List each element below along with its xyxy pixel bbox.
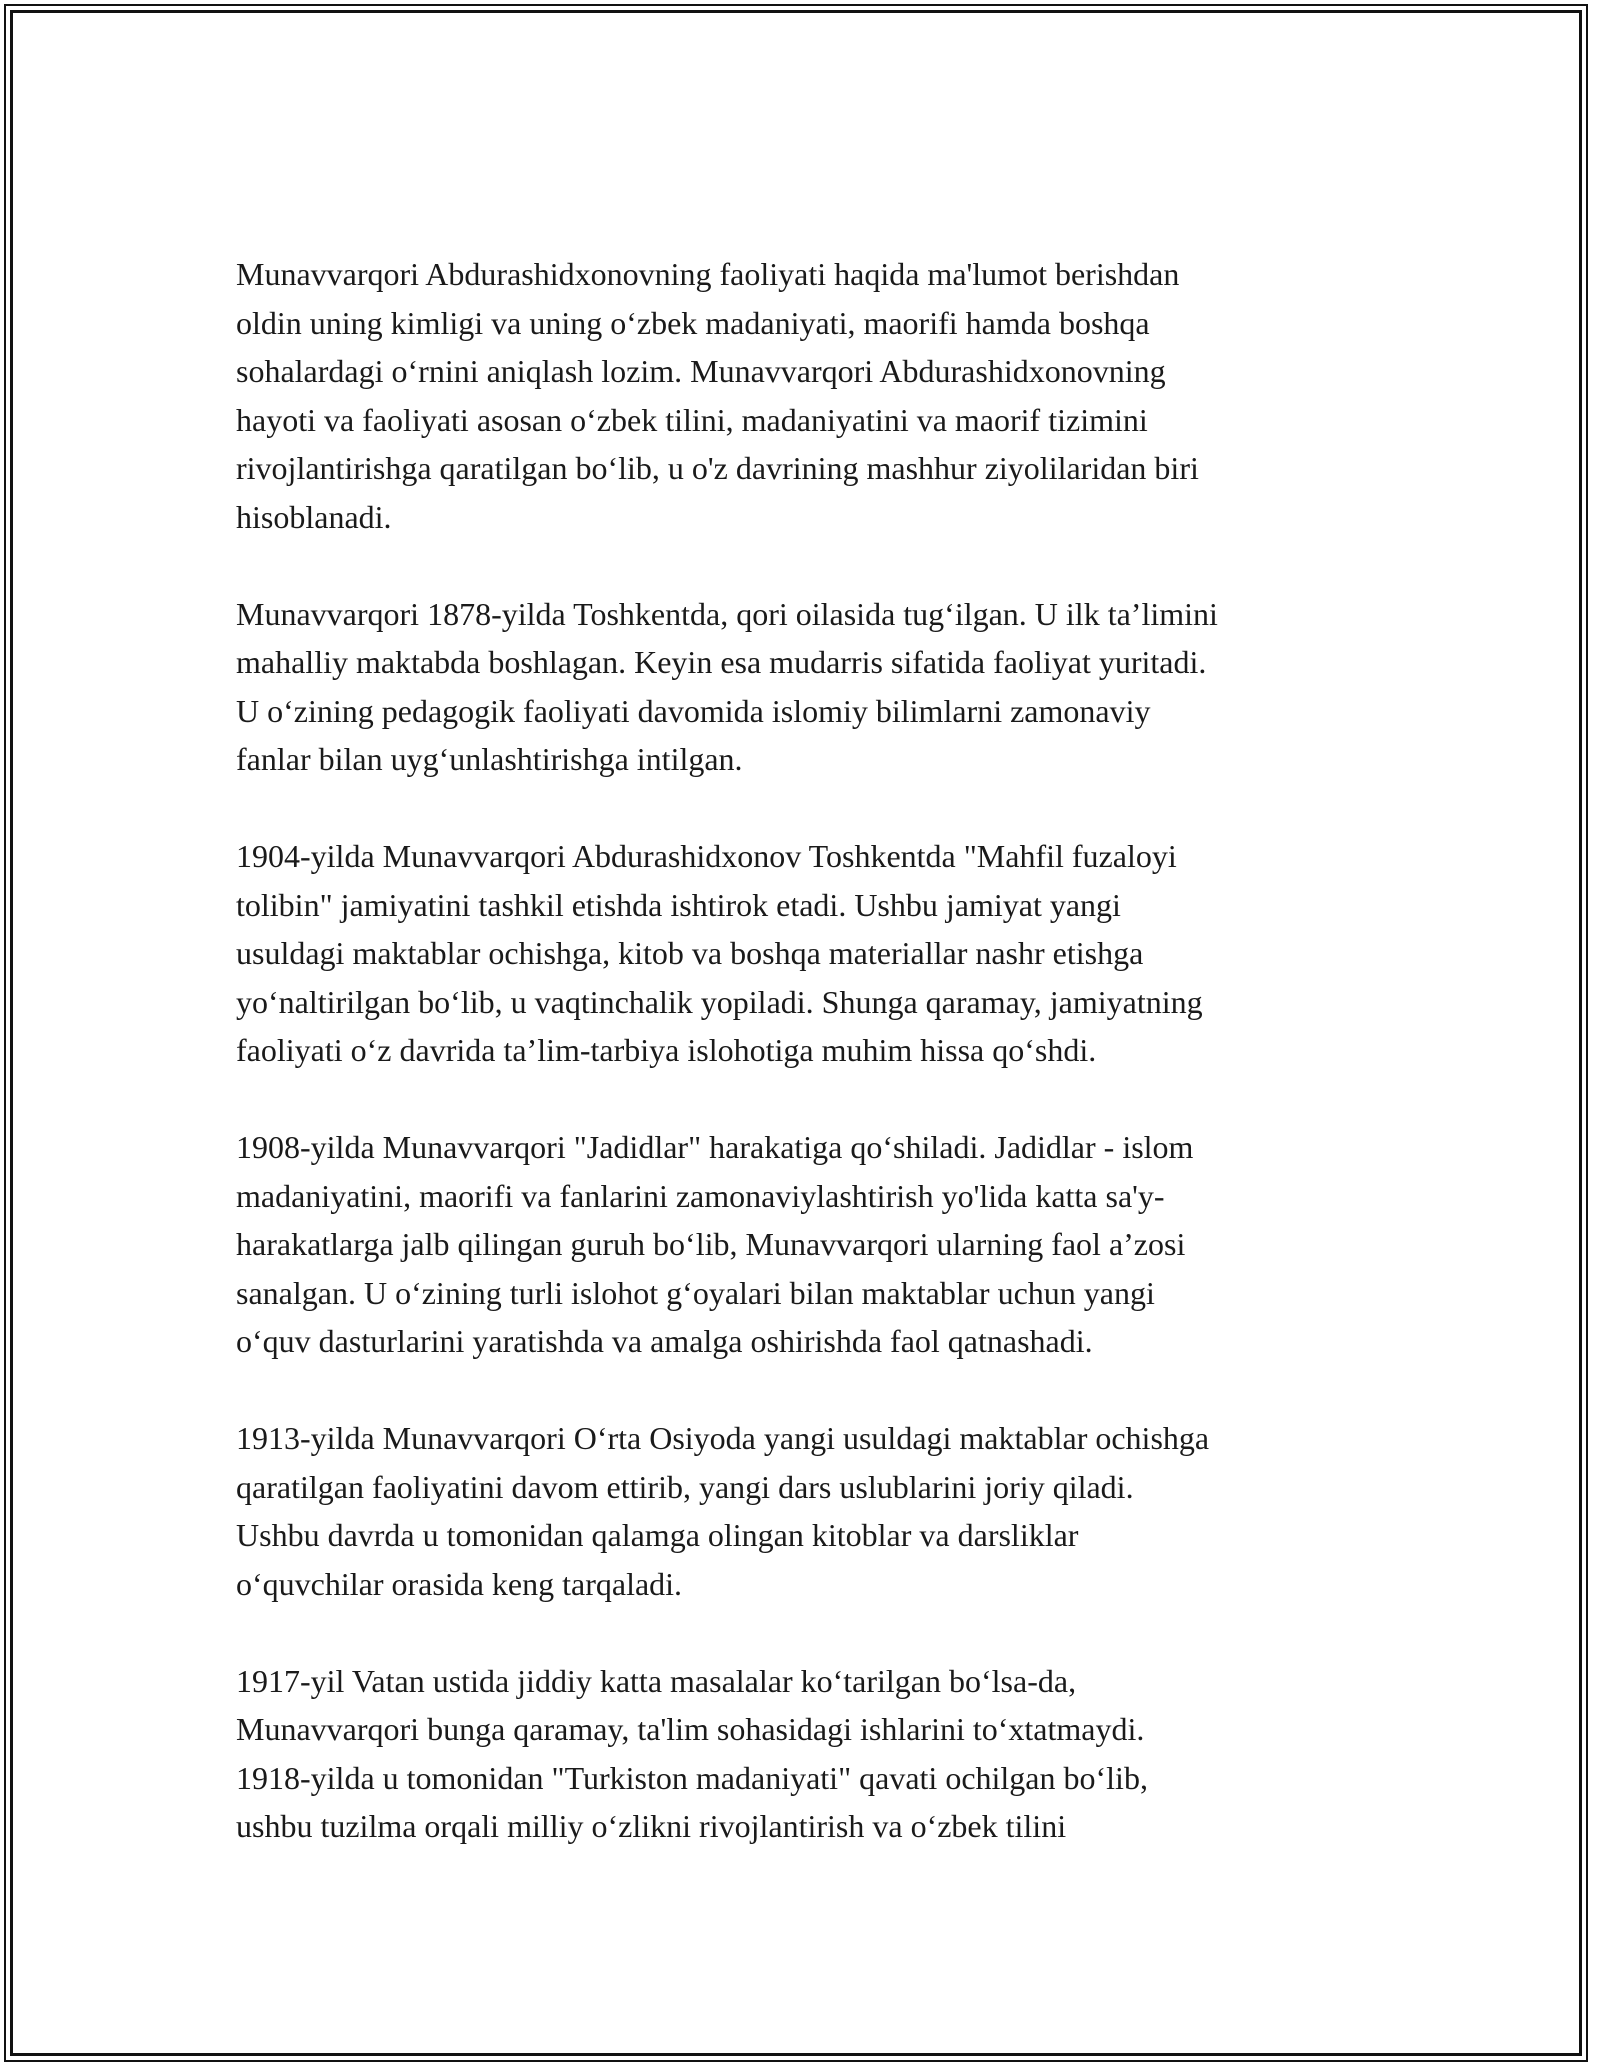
paragraph-5: 1913-yilda Munavvarqori O‘rta Osiyoda yangi usuldagi maktablar ochishga qaratilgan faoliyatini davom ettirib, yangi dars uslublarini joriy qiladi. Ushbu davrda u tomonidan qalamga olingan kitoblar va darsliklar o‘quvchilar orasida keng tarqaladi. xyxy=(236,1420,1210,1602)
paragraph-2: Munavvarqori 1878-yilda Toshkentda, qori oilasida tug‘ilgan. U ilk ta’limini mahalliy maktabda boshlagan. Keyin esa mudarris sifatida faoliyat yuritadi. U o‘zining pedagogik faoliyati davomida islomiy bilimlarni zamonaviy fanlar bilan uyg‘unlashtirishga intilgan. xyxy=(236,595,1218,777)
paragraph-3: 1904-yilda Munavvarqori Abdurashidxonov Toshkentda "Mahfil fuzaloyi tolibin" jamiyatini tashkil etishda ishtirok etadi. Ushbu jamiyat yangi usuldagi maktablar ochishga, kitob va boshqa materiallar nashr etishga yo‘naltirilgan bo‘lib, u vaqtinchalik yopiladi. Shunga qaramay, jamiyatning faoliyati o‘z davrida ta’lim-tarbiya islohotiga muhim hissa qo‘shdi. xyxy=(236,838,1203,1068)
paragraph-4: 1908-yilda Munavvarqori "Jadidlar" harakatiga qo‘shiladi. Jadidlar - islom madaniyatini, maorifi va fanlarini zamonaviylashtirish yo'lida katta sa'y- harakatlarga jalb qilingan guruh bo‘lib, Munavvarqori ularning faol a’zosi sanalgan. U o‘zining turli islohot g‘oyalari bilan maktablar uchun yangi o‘quv dasturlarini yaratishda va amalga oshirishda faol qatnashadi. xyxy=(236,1129,1194,1359)
paragraph-6: 1917-yil Vatan ustida jiddiy katta masalalar ko‘tarilgan bo‘lsa-da, Munavvarqori bunga qaramay, ta'lim sohasidagi ishlarini to‘xtatmaydi. 1918-yilda u tomonidan "Turkiston madaniyati" qavati ochilgan bo‘lib, ushbu tuzilma orqali milliy o‘zlikni rivojlantirish va o‘zbek tilini xyxy=(236,1662,1148,1844)
document-body xyxy=(236,250,1366,1851)
paragraph-1: Munavvarqori Abdurashidxonovning faoliyati haqida ma'lumot berishdan oldin uning kimligi va uning o‘zbek madaniyati, maorifi hamda boshqa sohalardagi o‘rnini aniqlash lozim. Munavvarqori Abdurashidxonovning hayoti va faoliyati asosan o‘zbek tilini, madaniyatini va maorif tizimini rivojlantirishga qaratilgan bo‘lib, u o'z davrining mashhur ziyolilaridan biri hisoblanadi. xyxy=(236,256,1199,535)
